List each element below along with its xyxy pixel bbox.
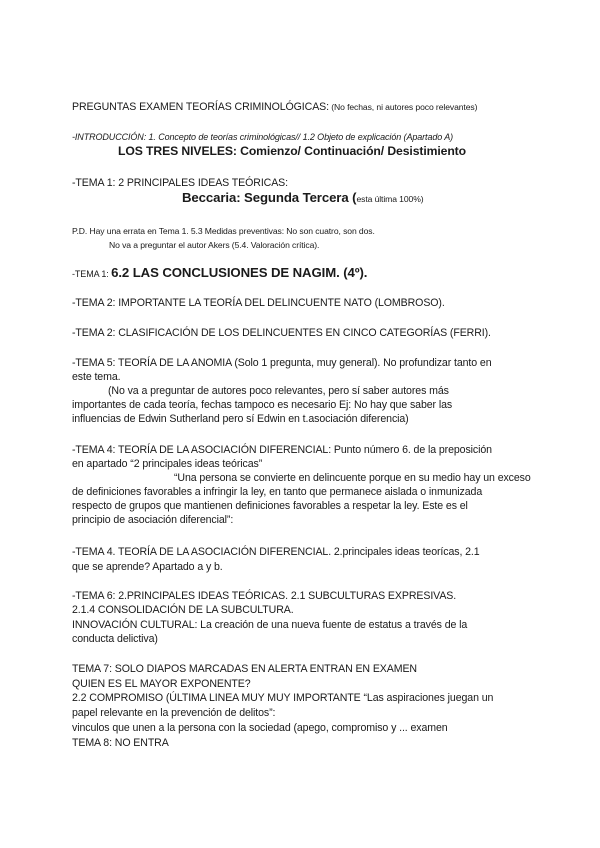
document-title [72,101,477,114]
tema4a-quote-2: de definiciones favorables a infringir la ley, en tanto que permanece aislada o inmunizada [72,486,483,498]
tema1-nagim [72,266,367,281]
pd-line-2: No va a preguntar el autor Akers (5.4. Valoración crítica). [109,240,320,250]
tema7-line-3: 2.2 COMPROMISO (ÚLTIMA LINEA MUY MUY IMPORTANTE “Las aspiraciones juegan un [72,692,494,704]
tema8-line: TEMA 8: NO ENTRA [72,737,169,749]
tema4a-quote-4: principio de asociación diferencial”: [72,514,234,526]
beccaria-text: Beccaria: Segunda Tercera ( [182,190,357,205]
tema5-line-3: (No va a preguntar de autores poco relevantes, pero sí saber autores más [108,385,449,397]
tema6-line-4: conducta delictiva) [72,633,158,645]
title-main: PREGUNTAS EXAMEN TEORÍAS CRIMINOLÓGICAS: [72,101,329,113]
tema6-line-3: INNOVACIÓN CULTURAL: La creación de una nueva fuente de estatus a través de la [72,619,468,631]
tema2-ferri: -TEMA 2: CLASIFICACIÓN DE LOS DELINCUENTES EN CINCO CATEGORÍAS (FERRI). [72,327,491,339]
niveles-heading: LOS TRES NIVELES: Comienzo/ Continuación/ Desistimiento [118,144,466,158]
tema6-line-2: 2.1.4 CONSOLIDACIÓN DE LA SUBCULTURA. [72,604,294,616]
tema4a-line-2: en apartado “2 principales ideas teóricas” [72,458,263,470]
tema5-line-1: -TEMA 5: TEORÍA DE LA ANOMIA (Solo 1 pregunta, muy general). No profundizar tanto en [72,357,492,369]
tema4a-line-1: -TEMA 4: TEORÍA DE LA ASOCIACIÓN DIFERENCIAL: Punto número 6. de la preposición [72,444,492,456]
beccaria-note: esta última 100%) [356,194,424,204]
nagim-text: 6.2 LAS CONCLUSIONES DE NAGIM. (4º). [111,265,368,280]
tema1-line: -TEMA 1: 2 PRINCIPALES IDEAS TEÓRICAS: [72,177,288,189]
nagim-prefix: -TEMA 1: [72,269,112,279]
tema4a-quote-1: “Una persona se convierte en delincuente porque en su medio hay un exceso [174,472,531,484]
beccaria-line [182,191,424,206]
tema4b-line-1: -TEMA 4. TEORÍA DE LA ASOCIACIÓN DIFERENCIAL. 2.principales ideas teorícas, 2.1 [72,546,480,558]
tema6-line-1: -TEMA 6: 2.PRINCIPALES IDEAS TEÓRICAS. 2.1 SUBCULTURAS EXPRESIVAS. [72,590,457,602]
tema5-line-4: importantes de cada teoría, fechas tampoco es necesario Ej: No hay que saber las [72,399,453,411]
tema7-line-5: vinculos que unen a la persona con la sociedad (apego, compromiso y ... examen [72,722,448,734]
tema2-lombroso: -TEMA 2: IMPORTANTE LA TEORÍA DEL DELINCUENTE NATO (LOMBROSO). [72,297,445,309]
tema5-line-5: influencias de Edwin Sutherland pero sí Edwin en t.asociación diferencia) [72,413,409,425]
title-note: (No fechas, ni autores poco relevantes) [328,102,478,112]
pd-line-1: P.D. Hay una errata en Tema 1. 5.3 Medidas preventivas: No son cuatro, son dos. [72,226,375,236]
tema7-line-1: TEMA 7: SOLO DIAPOS MARCADAS EN ALERTA ENTRAN EN EXAMEN [72,663,417,675]
tema4a-quote-3: respecto de grupos que mantienen definiciones favorables a respetar la ley. Este es el [72,500,468,512]
tema4b-line-2: que se aprende? Apartado a y b. [72,561,223,573]
intro-line: -INTRODUCCIÓN: 1. Concepto de teorías criminológicas// 1.2 Objeto de explicación (Apartado A) [72,132,454,142]
tema7-line-4: papel relevante en la prevención de delitos”: [72,707,276,719]
tema5-line-2: este tema. [72,371,121,383]
tema7-line-2: QUIEN ES EL MAYOR EXPONENTE? [72,678,251,690]
